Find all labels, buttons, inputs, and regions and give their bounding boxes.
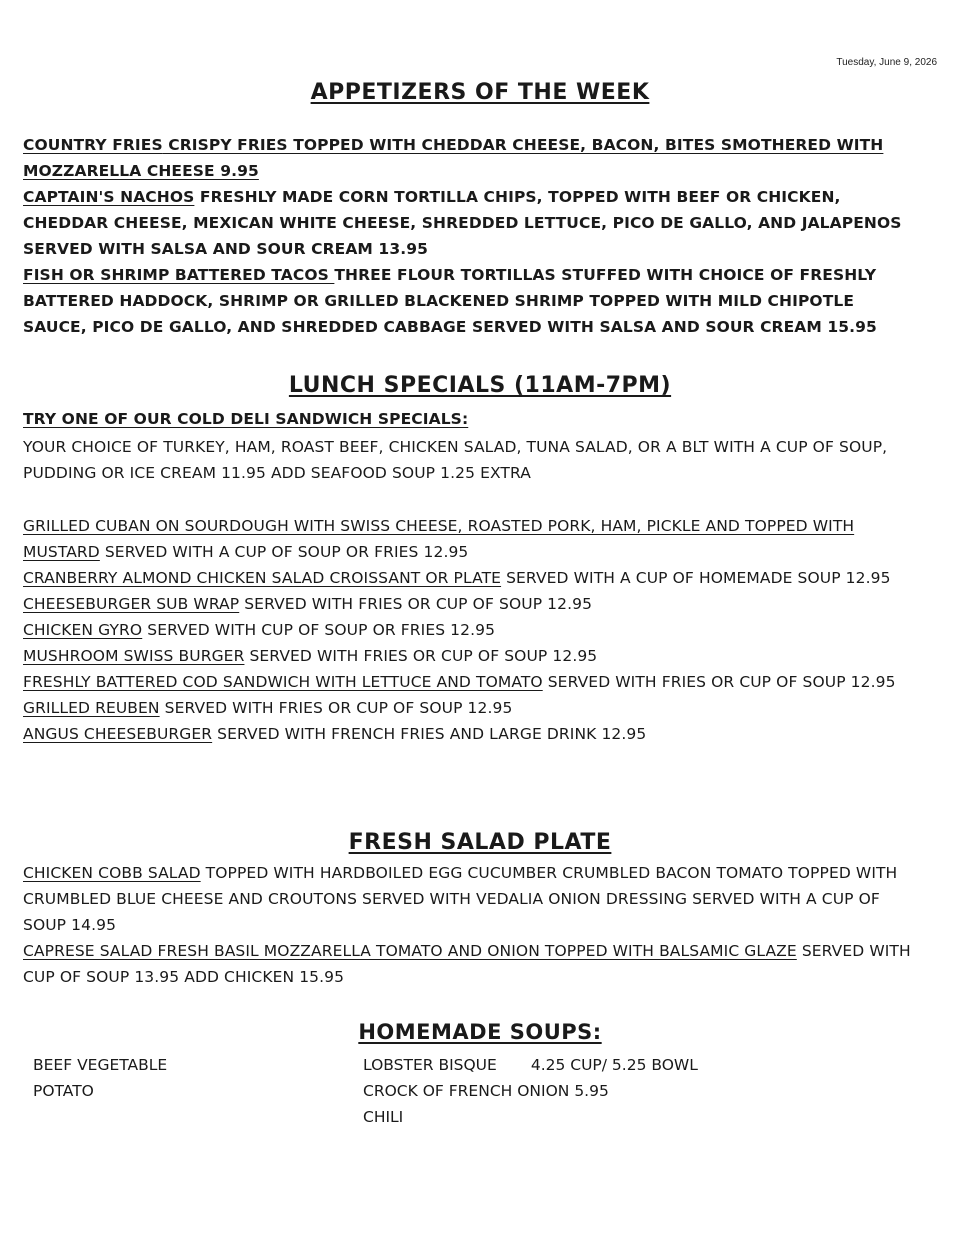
- menu-date: Tuesday, June 9, 2026: [836, 57, 937, 68]
- appetizers-heading: APPETIZERS OF THE WEEK: [310, 80, 650, 105]
- item-name: GRILLED CUBAN ON SOURDOUGH WITH SWISS CHEESE, ROASTED PORK, HAM, PICKLE AND TOPPED WITH MUSTARD: [23, 517, 855, 561]
- item-desc: SERVED WITH FRIES OR CUP OF SOUP 12.95: [244, 647, 598, 665]
- soups-heading: HOMEMADE SOUPS:: [358, 1020, 602, 1044]
- list-item: POTATO: [33, 1082, 94, 1100]
- item-name: CHICKEN GYRO: [23, 621, 143, 639]
- list-item: [363, 1104, 923, 1130]
- item-name: CHICKEN COBB SALAD: [23, 864, 201, 882]
- list-item: [23, 860, 913, 938]
- item-name: FRESHLY BATTERED COD SANDWICH WITH LETTUCE AND TOMATO: [23, 673, 543, 691]
- item-desc: SERVED WITH FRIES OR CUP OF SOUP 12.95: [542, 673, 896, 691]
- item-desc: FRESHLY MADE CORN TORTILLA CHIPS, TOPPED WITH BEEF OR CHICKEN, CHEDDAR CHEESE, MEXICAN WHITE CHEESE, SHREDDED LETTUCE, PICO DE GALLO, AND JALAPENOS SERVED WITH SALSA AND SOUR CREAM 13.95: [23, 188, 902, 258]
- lunch-heading: LUNCH SPECIALS (11AM-7PM): [288, 373, 672, 398]
- item-name: ANGUS CHEESEBURGER: [23, 725, 213, 743]
- item-name: MUSHROOM SWISS BURGER: [23, 647, 245, 665]
- item-desc: SERVED WITH A CUP OF SOUP OR FRIES 12.95: [99, 543, 469, 561]
- item-name: CAPTAIN'S NACHOS: [23, 188, 195, 206]
- item-desc: SERVED WITH FRIES OR CUP OF SOUP 12.95: [239, 595, 593, 613]
- item-desc: THREE FLOUR TORTILLAS STUFFED WITH CHOICE OF FRESHLY BATTERED HADDOCK, SHRIMP OR GRILLED BLACKENED SHRIMP TOPPED WITH MILD CHIPOTLE SAUCE, PICO DE GALLO, AND SHREDDED CABBAGE SERVED WITH SALSA AND SOUR CREAM 15.95: [23, 266, 877, 336]
- list-item: [23, 721, 913, 747]
- list-item: [23, 132, 913, 184]
- salad-list: [23, 860, 913, 990]
- item-desc: CRISPY FRIES TOPPED WITH CHEDDAR CHEESE, BACON, BITES SMOTHERED WITH MOZZARELLA CHEESE 9.95: [23, 136, 884, 180]
- soups-right-column: [363, 1052, 923, 1130]
- list-item: [23, 643, 913, 669]
- list-item: [23, 262, 913, 340]
- item-price: 4.25 CUP/ 5.25 BOWL: [530, 1056, 698, 1074]
- list-item: BEEF VEGETABLE: [33, 1056, 168, 1074]
- list-item: [23, 184, 913, 262]
- list-item: [23, 565, 913, 591]
- item-name: FISH OR SHRIMP BATTERED TACOS: [23, 266, 335, 284]
- list-item: [23, 591, 913, 617]
- item-desc: SERVED WITH CUP OF SOUP OR FRIES 12.95: [142, 621, 496, 639]
- item-name: CROCK OF FRENCH ONION 5.95: [363, 1082, 609, 1100]
- item-name: CAPRESE SALAD FRESH BASIL MOZZARELLA TOMATO AND ONION TOPPED WITH BALSAMIC GLAZE: [23, 942, 797, 960]
- list-item: [23, 513, 913, 565]
- item-name: GRILLED REUBEN: [23, 699, 160, 717]
- item-name: CHEESEBURGER SUB WRAP: [23, 595, 240, 613]
- soups-left-column: [33, 1052, 167, 1104]
- deli-title: TRY ONE OF OUR COLD DELI SANDWICH SPECIALS:: [23, 410, 469, 428]
- list-item: [363, 1052, 923, 1078]
- item-desc: SERVED WITH CUP OF SOUP 13.95 ADD CHICKEN 15.95: [23, 942, 911, 986]
- list-item: [23, 617, 913, 643]
- item-desc: SERVED WITH A CUP OF HOMEMADE SOUP 12.95: [501, 569, 891, 587]
- item-name: CRANBERRY ALMOND CHICKEN SALAD CROISSANT OR PLATE: [23, 569, 502, 587]
- lunch-list: [23, 513, 913, 747]
- item-name: LOBSTER BISQUE: [363, 1056, 497, 1074]
- salad-heading: FRESH SALAD PLATE: [348, 830, 612, 855]
- item-name: COUNTRY FRIES: [23, 136, 163, 154]
- list-item: [23, 695, 913, 721]
- item-desc: SERVED WITH FRIES OR CUP OF SOUP 12.95: [159, 699, 513, 717]
- item-name: CHILI: [363, 1108, 404, 1126]
- list-item: [363, 1078, 923, 1104]
- list-item: [23, 669, 913, 695]
- item-desc: TOPPED WITH HARDBOILED EGG CUCUMBER CRUMBLED BACON TOMATO TOPPED WITH CRUMBLED BLUE CHEESE AND CROUTONS SERVED WITH VEDALIA ONION DRESSING SERVED WITH A CUP OF SOUP 14.95: [23, 864, 898, 934]
- appetizers-list: [23, 132, 913, 340]
- deli-text: YOUR CHOICE OF TURKEY, HAM, ROAST BEEF, CHICKEN SALAD, TUNA SALAD, OR A BLT WITH A CUP OF SOUP, PUDDING OR ICE CREAM 11.95 ADD SEAFOOD SOUP 1.25 EXTRA: [23, 438, 888, 482]
- item-desc: SERVED WITH FRENCH FRIES AND LARGE DRINK 12.95: [212, 725, 647, 743]
- list-item: [23, 938, 913, 990]
